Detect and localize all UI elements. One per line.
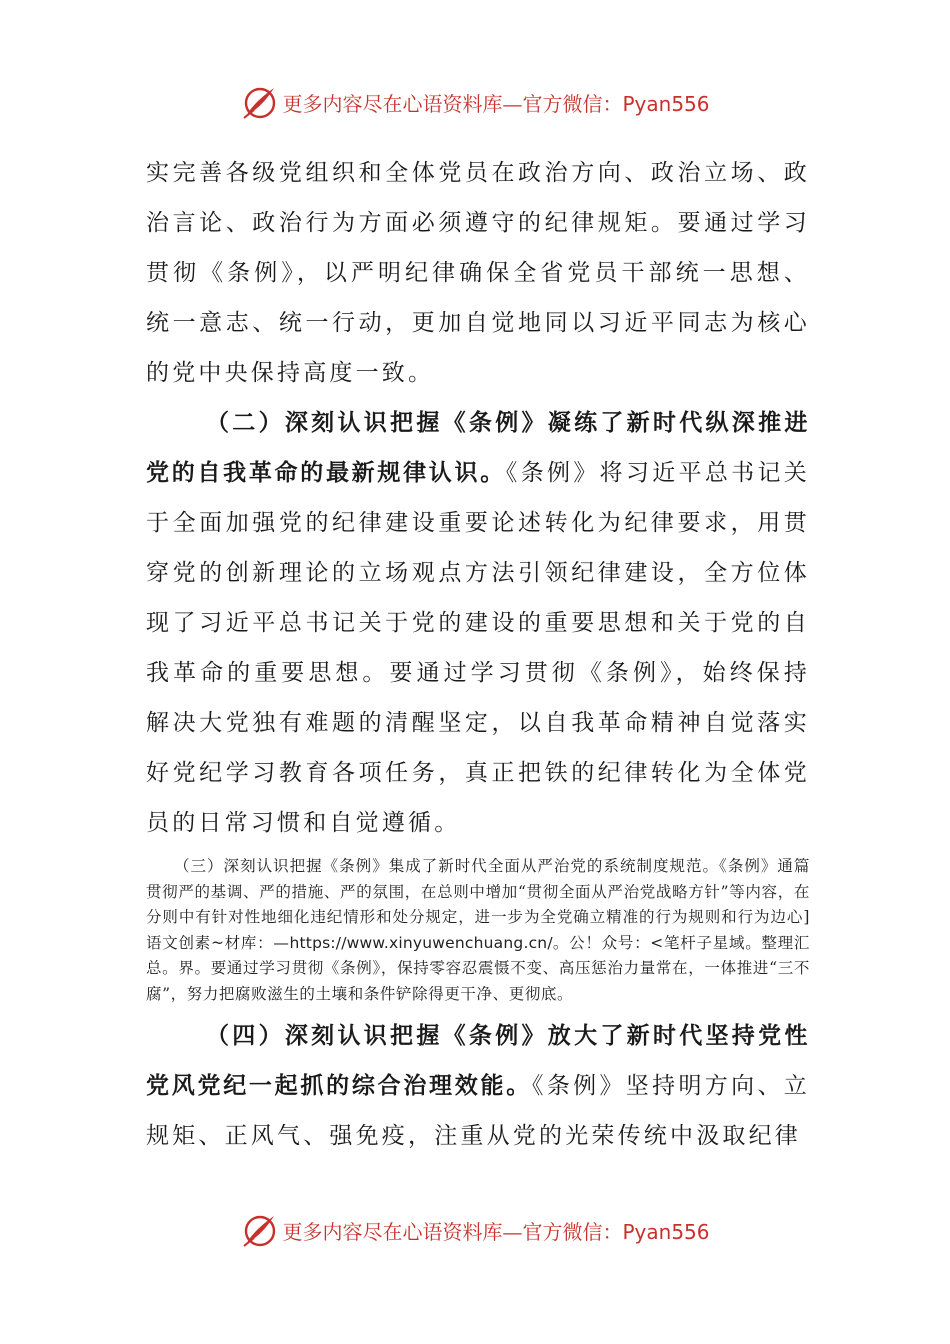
footer-banner bbox=[0, 1208, 950, 1252]
paragraph-2-heading: （二）深刻认识把握《条例》凝练了新时代纵深推进党的自我革命的最新规律认识。 bbox=[146, 410, 810, 486]
footer-banner-id: Pyan556 bbox=[622, 1219, 710, 1244]
paragraph-3 bbox=[146, 854, 810, 1007]
quill-logo-icon bbox=[240, 82, 280, 122]
paragraph-3-text-b: 。公！众号：<笔杆子星域。整理汇总。界。要通过学习贯彻《条例》，保持零容忍震慑不变、高压惩治力量常在，一体推进“三不腐”，努力把腐败滋生的土壤和条件铲除得更干净、更彻底。 bbox=[146, 933, 811, 1003]
paragraph-1: 实完善各级党组织和全体党员在政治方向、政治立场、政治言论、政治行为方面必须遵守的纪律规矩。要通过学习贯彻《条例》，以严明纪律确保全省党员干部统一思想、统一意志、统一行动，更加自觉地同以习近平同志为核心的党中央保持高度一致。 bbox=[146, 160, 810, 386]
paragraph-3-text-a: （三）深刻认识把握《条例》集成了新时代全面从严治党的系统制度规范。《条例》通篇贯彻严的基调、严的措施、严的氛围，在总则中增加“贯彻全面从严治党战略方针”等内容，在分则中有针对性地细化违纪情形和处分规定，进一步为全党确立精准的行为规则和行为边心]语文创素~材库：— bbox=[146, 857, 810, 952]
paragraph-4-text: 《条例》坚持明方向、立规矩、正风气、强免疫，注重从党的光荣传统中汲取纪律 bbox=[146, 1073, 811, 1149]
paragraph-4-heading: （四）深刻认识把握《条例》放大了新时代坚持党性党风党纪一起抓的综合治理效能。 bbox=[146, 1023, 810, 1099]
document-body bbox=[146, 148, 810, 1161]
header-banner-id: Pyan556 bbox=[622, 91, 710, 116]
header-banner-text: 更多内容尽在心语资料库—官方微信：Pyan556 bbox=[282, 91, 710, 116]
paragraph-2-text: 《条例》将习近平总书记关于全面加强党的纪律建设重要论述转化为纪律要求，用贯穿党的创新理论的立场观点方法引领纪律建设，全方位体现了习近平总书记关于党的建设的重要思想和关于党的自我革命的重要思想。要通过学习贯彻《条例》，始终保持解决大党独有难题的清醒坚定，以自我革命精神自觉落实好党纪学习教育各项任务，真正把铁的纪律转化为全体党员的日常习惯和自觉遵循。 bbox=[146, 460, 810, 836]
footer-banner-text: 更多内容尽在心语资料库—官方微信：Pyan556 bbox=[282, 1219, 710, 1244]
paragraph-3-url: https://www.xinyuwenchuang.cn/ bbox=[289, 933, 553, 952]
quill-logo-icon bbox=[240, 1210, 280, 1250]
paragraph-4 bbox=[146, 1011, 810, 1161]
paragraph-2 bbox=[146, 398, 810, 848]
header-banner bbox=[0, 80, 950, 124]
